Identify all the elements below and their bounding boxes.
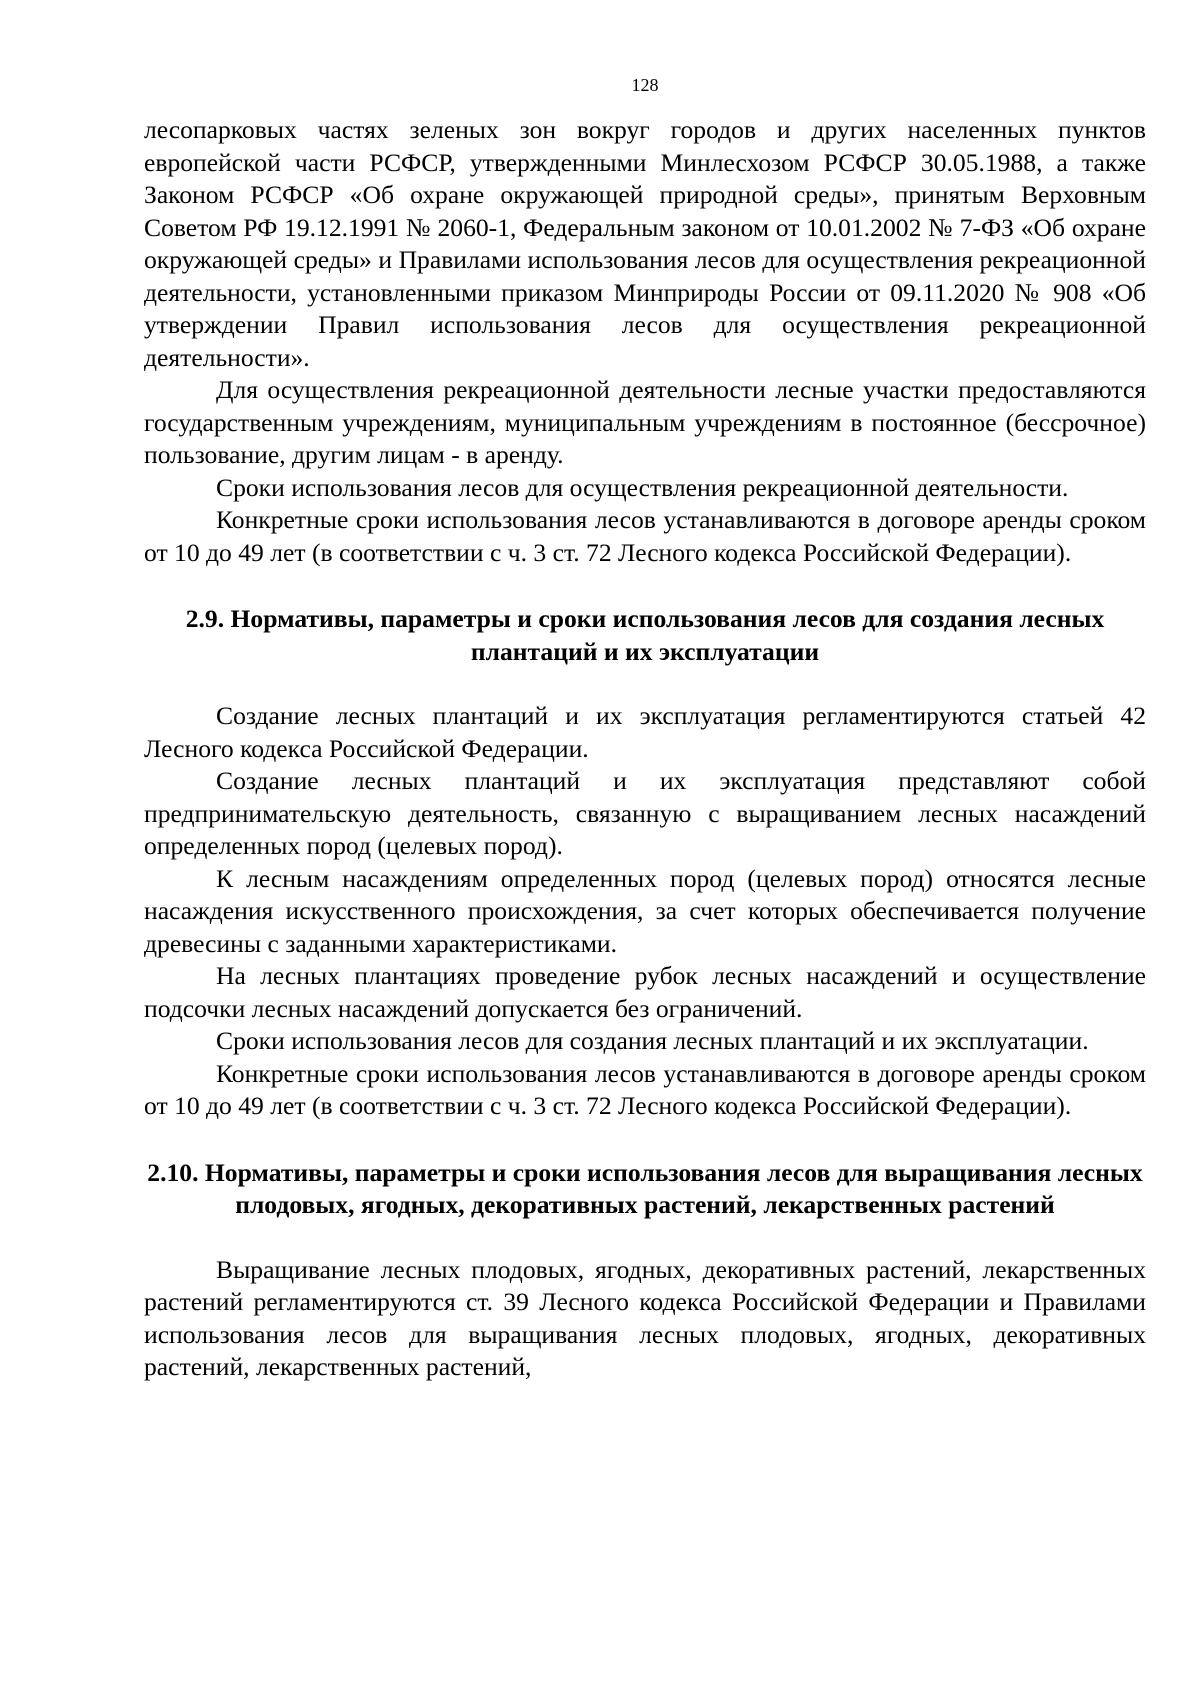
section-heading-2-9: 2.9. Нормативы, параметры и сроки использования лесов для создания лесных плантаций и их эксплуатации [185, 604, 1105, 666]
paragraph-plantations-lease: Конкретные сроки использования лесов устанавливаются в договоре аренды сроком от 10 до 49 лет (в соответствии с ч. 3 ст. 72 Лесного кодекса Российской Федерации). [144, 1058, 1146, 1120]
paragraph-plantations-business: Создание лесных плантаций и их эксплуатация представляют собой предпринимательскую деятельность, связанную с выращиванием лесных насаждений определенных пород (целевых пород). [144, 766, 1146, 860]
spacer [144, 569, 1146, 603]
paragraph-cultivation-regulation: Выращивание лесных плодовых, ягодных, декоративных растений, лекарственных растений регламентируются ст. 39 Лесного кодекса Российской Федерации и Правилами использования лесов для выращивания лесных плодовых, ягодных, декоративных растений, лекарственных растений, [144, 1254, 1146, 1381]
paragraph-target-species: К лесным насаждениям определенных пород (целевых пород) относятся лесные насаждения искусственного происхождения, за счет которых обеспечивается получение древесины с заданными характеристиками. [144, 863, 1146, 958]
page-content [144, 114, 1146, 1384]
spacer [144, 1123, 1146, 1157]
page-number: 128 [631, 75, 659, 95]
section-heading-2-10: 2.10. Нормативы, параметры и сроки использования лесов для выращивания лесных плодовых, ягодных, декоративных растений, лекарственных растений [147, 1157, 1143, 1219]
paragraph-intro-continued: лесопарковых частях зеленых зон вокруг городов и других населенных пунктов европейской части РСФСР, утвержденными Минлесхозом РСФСР 30.05.1988, а также Законом РСФСР «Об охране окружающей природной среды», принятым Верховным Советом РФ 19.12.1991 № 2060-1, Федеральным законом от 10.01.2002 № 7-ФЗ «Об охране окружающей среды» и Правилами использования лесов для осуществления рекреационной деятельности, установленными приказом Минприроды России от 09.11.2020 № 908 «Об утверждении Правил использования лесов для осуществления рекреационной деятельности». [144, 115, 1146, 372]
spacer [144, 668, 1146, 700]
paragraph-plantations-terms: Сроки использования лесов для создания лесных плантаций и их эксплуатации. [216, 1026, 1089, 1055]
paragraph-recreation-lease: Конкретные сроки использования лесов устанавливаются в договоре аренды сроком от 10 до 49 лет (в соответствии с ч. 3 ст. 72 Лесного кодекса Российской Федерации). [144, 505, 1146, 567]
paragraph-plantations-regulation: Создание лесных плантаций и их эксплуатация регламентируются статьей 42 Лесного кодекса Российской Федерации. [144, 701, 1146, 763]
paragraph-felling: На лесных плантациях проведение рубок лесных насаждений и осуществление подсочки лесных насаждений допускается без ограничений. [144, 961, 1146, 1023]
spacer [144, 1222, 1146, 1254]
paragraph-recreation-provision: Для осуществления рекреационной деятельности лесные участки предоставляются государственным учреждениям, муниципальным учреждениям в постоянное (бессрочное) пользование, другим лицам - в аренду. [144, 375, 1146, 469]
paragraph-recreation-terms: Сроки использования лесов для осуществления рекреационной деятельности. [216, 472, 1069, 502]
document-page [144, 0, 1146, 1698]
